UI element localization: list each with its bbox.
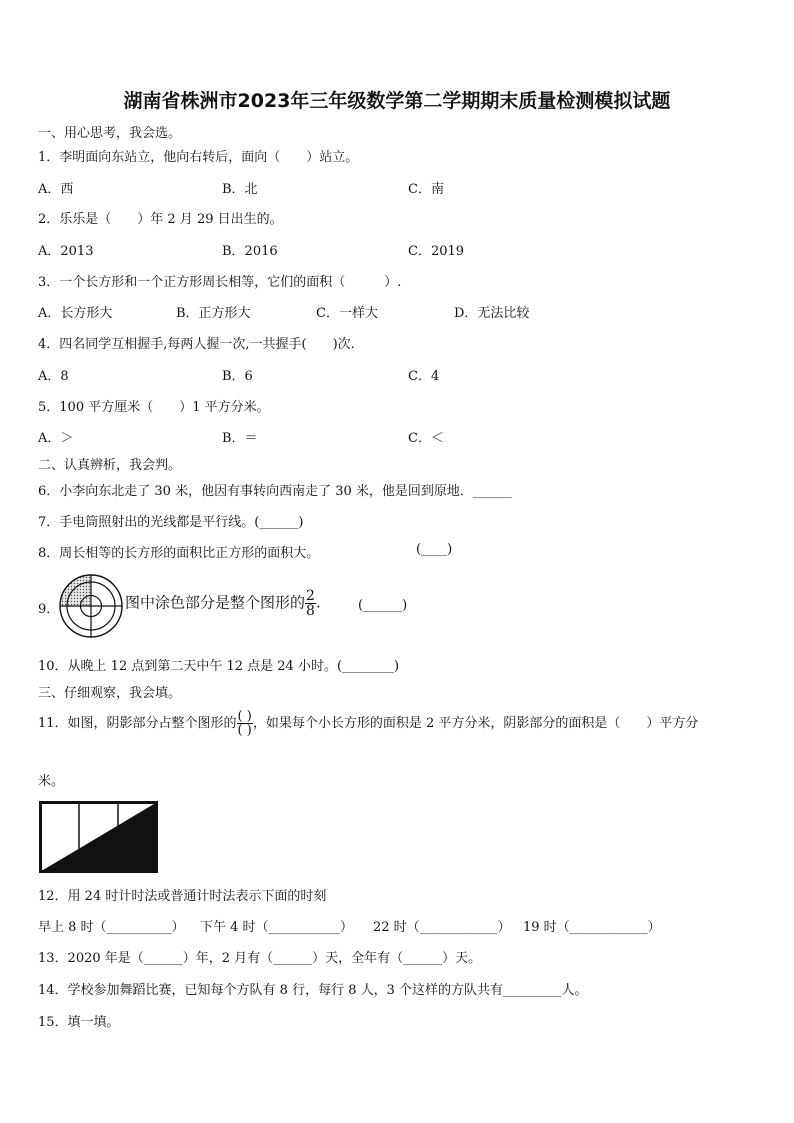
question-7: 7．手电筒照射出的光线都是平行线。(______) (38, 515, 304, 530)
q4-option-b: B．6 (222, 369, 253, 384)
q1-option-a: A．西 (38, 182, 74, 197)
q9-fraction-numerator: 2 (306, 588, 315, 604)
q3-option-c: C．一样大 (316, 306, 378, 321)
q3-option-d: D．无法比较 (454, 306, 530, 321)
q3-option-b: B．正方形大 (176, 306, 251, 321)
q11-wrap-text: 米。 (38, 774, 65, 789)
q5-option-c: C．＜ (408, 431, 444, 446)
question-2: 2．乐乐是（ ）年 2 月 29 日出生的。 (38, 212, 283, 227)
question-3: 3．一个长方形和一个正方形周长相等，它们的面积（ ）. (38, 275, 402, 290)
q9-period: . (315, 593, 321, 612)
q12-part-3: 22 时（____________） (373, 920, 511, 935)
q11-rectangle-figure (39, 801, 159, 873)
q12-part-2: 下午 4 时（___________） (200, 920, 354, 935)
q11-fraction-numerator: ( ) (237, 709, 252, 724)
question-15: 15．填一填。 (38, 1015, 120, 1030)
q8-answer-blank: (____) (416, 542, 453, 557)
q9-fraction (305, 589, 316, 618)
q3-option-a: A．长方形大 (38, 306, 113, 321)
q9-answer-blank: (______) (358, 598, 408, 613)
q2-option-b: B．2016 (222, 244, 278, 259)
q1-option-b: B．北 (222, 182, 258, 197)
q11-fraction-denominator: ( ) (237, 723, 252, 738)
q9-number: 9． (38, 602, 60, 617)
question-10: 10．从晚上 12 点到第二天中午 12 点是 24 小时。(________) (38, 659, 400, 674)
question-8: 8．周长相等的长方形的面积比正方形的面积大。 (38, 546, 320, 561)
q2-option-a: A．2013 (38, 244, 94, 259)
question-9 (125, 589, 321, 618)
section-heading-2: 二、认真辨析，我会判。 (38, 458, 182, 473)
q2-option-c: C．2019 (408, 244, 465, 259)
q11-lead: 11．如图，阴影部分占整个图形的 (38, 716, 237, 731)
q5-option-b: B．＝ (222, 431, 258, 446)
question-5: 5．100 平方厘米（ ）1 平方分米。 (38, 400, 270, 415)
question-4: 4．四名同学互相握手,每两人握一次,一共握手( )次. (38, 337, 355, 352)
q12-part-1: 早上 8 时（__________） (38, 920, 185, 935)
question-13: 13．2020 年是（______）年，2 月有（______）天，全年有（______）天。 (38, 951, 482, 966)
q1-option-c: C．南 (408, 182, 444, 197)
q4-option-a: A．8 (38, 369, 69, 384)
q5-option-a: A．＞ (38, 431, 74, 446)
question-1: 1．李明面向东站立，他向右转后，面向（ ）站立。 (38, 150, 359, 165)
section-heading-3: 三、仔细观察，我会填。 (38, 686, 182, 701)
q4-option-c: C．4 (408, 369, 440, 384)
question-6: 6．小李向东北走了 30 米，他因有事转向西南走了 30 米，他是回到原地．______ (38, 484, 512, 499)
question-12: 12．用 24 时计时法或普通计时法表示下面的时刻 (38, 889, 327, 904)
q9-text: 图中涂色部分是整个图形的 (125, 593, 306, 612)
q9-shaded-circle-figure (58, 573, 124, 639)
section-heading-1: 一、用心思考，我会选。 (38, 126, 182, 141)
q11-fraction (237, 710, 253, 737)
page-title: 湖南省株洲市2023年三年级数学第二学期期末质量检测模拟试题 (123, 90, 671, 112)
question-11 (38, 710, 698, 737)
q12-part-4: 19 时（____________） (523, 920, 661, 935)
q9-fraction-denominator: 8 (306, 603, 315, 619)
q11-rest: ，如果每个小长方形的面积是 2 平方分米，阴影部分的面积是（ ）平方分 (252, 716, 699, 731)
question-14: 14．学校参加舞蹈比赛，已知每个方队有 8 行，每行 8 人，3 个这样的方队共有_________人。 (38, 983, 588, 998)
